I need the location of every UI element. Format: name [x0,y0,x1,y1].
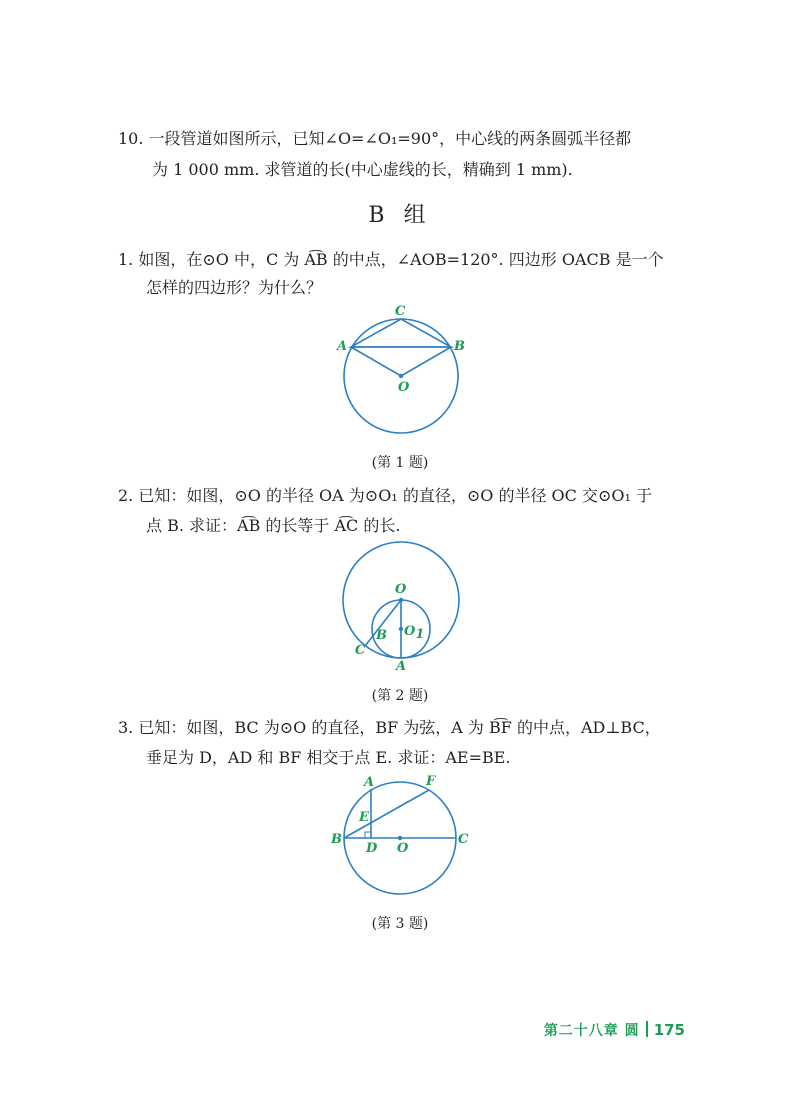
figure-3-center-o [398,836,402,840]
section-heading: B 组 [368,203,432,228]
label-f: F [426,774,436,789]
label-a: A [396,659,407,674]
problem-2-line-2: 点 B. 求证：A͡B 的长等于 A͡C 的长. [146,516,401,535]
problem-10-line-1: 10. 一段管道如图所示，已知∠O=∠O₁=90°，中心线的两条圆弧半径都 [118,129,632,148]
label-d: D [366,841,378,856]
figure-3-caption: (第 3 题) [371,916,429,932]
label-c: C [458,832,469,847]
label-c: C [395,304,406,319]
figure-1-quadrilateral-top [351,319,451,347]
figure-1-center-dot [399,374,403,378]
label-o: O [398,380,410,395]
label-b: B [454,339,465,354]
label-a: A [364,775,375,790]
label-b: B [331,832,342,847]
figure-3-chord-bf [344,790,429,838]
label-a: A [337,339,348,354]
page-number: 175 [653,1021,685,1039]
chapter-title: 第二十八章 圆 [543,1023,640,1039]
page-footer [544,1020,685,1040]
label-b: B [376,628,387,643]
footer-divider [646,1021,648,1037]
label-o: O [397,841,409,856]
figure-2-caption: (第 2 题) [371,688,429,704]
figure-2-center-o1 [399,627,403,631]
problem-10-line-2: 为 1 000 mm. 求管道的长(中心虚线的长，精确到 1 mm). [152,160,573,179]
figure-2-center-o [399,598,403,602]
label-o: O [395,582,407,597]
problem-3-line-2: 垂足为 D，AD 和 BF 相交于点 E. 求证：AE=BE. [146,748,511,767]
label-e: E [359,810,369,825]
problem-2-line-1: 2. 已知：如图，⊙O 的半径 OA 为⊙O₁ 的直径，⊙O 的半径 OC 交⊙O₁ 于 [118,486,652,505]
problem-3-line-1: 3. 已知：如图，BC 为⊙O 的直径，BF 为弦，A 为 B͡F 的中点，AD⊥BC， [118,718,661,737]
label-c: C [355,643,366,658]
label-o1: O1 [404,624,425,642]
figure-2 [335,540,475,680]
figure-3 [326,770,476,900]
figure-1-caption: (第 1 题) [371,455,429,471]
problem-1-line-1: 1. 如图，在⊙O 中，C 为 A͡B 的中点，∠AOB=120°. 四边形 OACB 是一个 [118,250,664,269]
figure-1-radii [351,347,451,376]
problem-1-line-2: 怎样的四边形？为什么？ [146,278,323,297]
figure-3-right-angle-mark [365,832,371,838]
figure-1 [330,300,480,440]
